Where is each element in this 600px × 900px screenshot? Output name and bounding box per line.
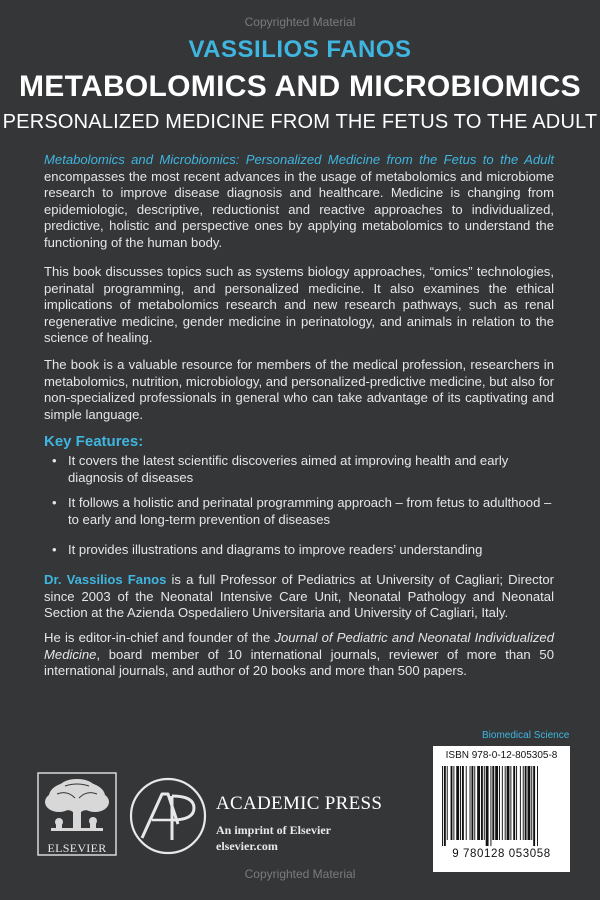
subject-category: Biomedical Science [482,730,570,741]
author-bio-p2-b: , board member of 10 international journals, reviewer of more than 50 international journals, and author of 20 books and more than 500 papers. [44,646,554,679]
author-bio-name: Dr. Vassilios Fanos [44,572,167,587]
journal-name: Journal of Pediatric and Neonatal Individualized Medicine [44,630,554,662]
isbn-number: ISBN 978-0-12-805305-8 [445,750,558,761]
description-title-highlight: Metabolomics and Microbiomics: Personalized Medicine from the Fetus to the Adult [44,152,554,167]
author-name: VASSILIOS FANOS [188,36,412,63]
description-paragraph-1 [44,152,554,252]
watermark-top: Copyrighted Material [244,15,356,29]
key-features-list [44,453,554,568]
academic-press-ap-logo-icon [128,776,208,856]
key-feature-item: • It covers the latest scientific discoveries aimed at improving health and early diagnosis of diseases [44,453,554,486]
key-features-heading: Key Features: [44,433,144,450]
author-bio-text: is a full Professor of Pediatrics at University of Cagliari; Director since 2003 of the Neonatal Intensive Care Unit, Neonatal Pathology and Neonatal Section at the Azienda Ospedaliero Universitaria and University of Cagliari, Italy. [44,572,554,621]
key-feature-item: • It follows a holistic and perinatal programming approach – from fetus to adulthood – to early and long-term prevention of diseases [44,495,554,528]
description-paragraph-3: The book is a valuable resource for members of the medical profession, researchers in metabolomics, nutrition, microbiology, and personalized-predictive medicine, but also for non-specialized professionals in general who can take advantage of its captivating and simple language. [44,357,554,422]
watermark-bottom: Copyrighted Material [244,867,356,881]
book-title: METABOLOMICS AND MICROBIOMICS [18,70,581,103]
author-bio-paragraph-2 [44,630,554,680]
publisher-website: elsevier.com [216,839,278,853]
barcode-icon [439,766,564,846]
barcode-panel [433,746,570,872]
barcode-digits: 9 780128 053058 [452,848,551,860]
author-bio-p2-a: He is editor-in-chief and founder of the [44,630,275,645]
key-feature-item: • It provides illustrations and diagrams to improve readers’ understanding [44,542,554,559]
author-bio-paragraph-1 [44,572,554,622]
elsevier-wordmark: ELSEVIER [47,841,107,855]
description-p1-text: encompasses the most recent advances in the usage of metabolomics and microbiome research to improve disease diagnosis and healthcare. Medicine is changing from epidemiologic, descriptive, reductionist and reactive approaches to individualized, predictive, holistic and perspective ones by applying metabolomics to understand the functioning of the human body. [44,168,554,250]
publisher-imprint: An imprint of Elsevier [216,823,331,837]
book-subtitle: PERSONALIZED MEDICINE FROM THE FETUS TO THE ADULT [2,111,598,133]
publisher-name: ACADEMIC PRESS [216,793,383,814]
description-paragraph-2: This book discusses topics such as systems biology approaches, “omics” technologies, perinatal programming, and personalized medicine. It also examines the ethical implications of metabolomics research and new research pathways, such as renal regenerative medicine, gender medicine in perinatology, and animals in relation to the science of healing. [44,264,554,346]
